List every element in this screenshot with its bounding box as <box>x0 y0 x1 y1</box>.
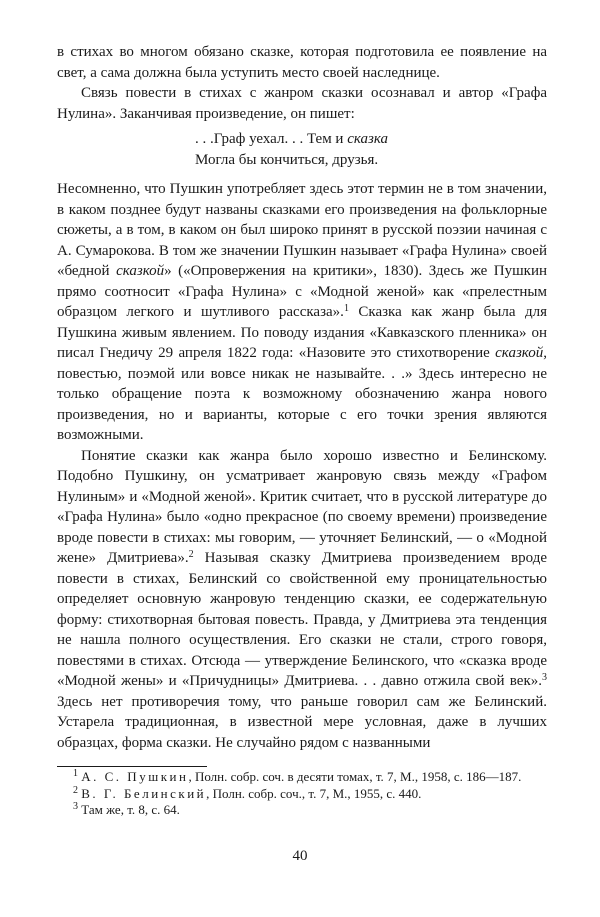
p3-part-f: , повестью, поэмой или вовсе никак не называйте. . .» Здесь интересно не только обращение поэта к возможному обозначению жанра нового произведения, но и варианты, которые с его точки зрения являются возможными. <box>57 345 547 443</box>
verse-quote <box>57 129 547 170</box>
verse-line-1 <box>195 129 547 150</box>
footnotes <box>57 769 547 819</box>
paragraph-3 <box>57 179 547 446</box>
p4-part-c: Здесь нет противоречия тому, что раньше говорил сам же Белинский. Устарела традиционная, в известной мере условная, даже в лучших образцах, форма сказки. Не случайно рядом с названными <box>57 693 547 751</box>
footnote-3-number: 3 <box>73 801 78 812</box>
footnote-2-number: 2 <box>73 784 78 796</box>
footnote-1 <box>57 769 547 786</box>
main-text <box>57 42 547 753</box>
footnote-ref-3[interactable]: 3 <box>542 672 547 683</box>
verse-line-1-italic: сказка <box>347 131 389 147</box>
p3-part-a: Несомненно, что Пушкин употребляет здесь этот термин не в том значении, в каком позднее будут названы сказками его произведения на фольклорные сюжеты, а в том, в каком он был широко принят в русской поэзии начиная с А. Сумарокова. В том же значении Пушкин называет «Графа Нулина» своей «бедной <box>57 181 547 279</box>
p3-part-c: » («Опровержения на критики», 1830). Здесь же Пушкин прямо соотносит «Графа Нулина» с «Модной женой» как «прелестным образцом легкого и шутливого рассказа». <box>57 263 547 320</box>
footnote-1-author: А. С. Пушкин <box>81 769 189 784</box>
footnote-1-number: 1 <box>73 768 78 779</box>
footnote-2-author: В. Г. Белинский <box>81 785 207 801</box>
p3-part-d: Сказка как жанр была для Пушкина живым явлением. По поводу издания «Кавказского пленника» он писал Гнедичу 29 апреля 1822 года: «Назовите это стихотворение <box>57 304 548 361</box>
footnote-3-text: Там же, т. 8, с. 64. <box>81 802 180 817</box>
footnote-ref-2[interactable]: 2 <box>188 549 194 560</box>
paragraph-4 <box>57 446 547 754</box>
verse-line-1-text: . . .Граф уехал. . . Тем и <box>195 131 348 147</box>
footnote-divider <box>57 766 207 767</box>
verse-line-2: Могла бы кончиться, друзья. <box>195 151 379 168</box>
footnote-ref-1[interactable]: 1 <box>343 303 349 314</box>
footnote-2-text: , Полн. собр. соч., т. 7, М., 1955, с. 440. <box>206 785 422 801</box>
p4-part-a: Понятие сказки как жанра было хорошо известно и Белинскому. Подобно Пушкину, он усматривает жанровую связь между «Графом Нулиным» и «Модной женой». Критик считает, что в русской литературе до «Графа Нулина» было «одно прекрасное (по своему времени) произведение вроде повести в стихах: мы говорим, — уточняет Белинский, — о «Модной жене» Дмитриева». <box>57 447 547 566</box>
p3-italic-2: сказкой <box>495 345 544 361</box>
p3-italic-1: сказкой <box>116 263 165 279</box>
page-number: 40 <box>292 848 308 864</box>
paragraph-2: Связь повести в стихах с жанром сказки осознавал и автор «Графа Нулина». Заканчивая произведение, он пишет: <box>57 85 547 122</box>
footnote-1-text: , Полн. собр. соч. в десяти томах, т. 7, М., 1958, с. 186—187. <box>188 769 522 784</box>
p4-part-b: Называя сказку Дмитриева произведением вроде повести в стихах, Белинский со свойственной ему проницательностью определяет основную жанровую тенденцию сказки, ее содержательную форму: стихотворная бытовая повесть. Правда, у Дмитриева эта тенденция не нашла полного осуществления. Его сказки не стали, строго говоря, повестями в стихах. Отсюда — утверждение Белинского, что «сказка вроде «Модной жены» и «Причудницы» Дмитриева. . . давно отжила свой век». <box>57 550 547 689</box>
footnote-2 <box>57 786 547 803</box>
paragraph-1: в стихах во многом обязано сказке, которая подготовила ее появление на свет, а сама должна была уступить место своей наследнице. <box>57 44 547 81</box>
footnote-3 <box>57 802 547 819</box>
